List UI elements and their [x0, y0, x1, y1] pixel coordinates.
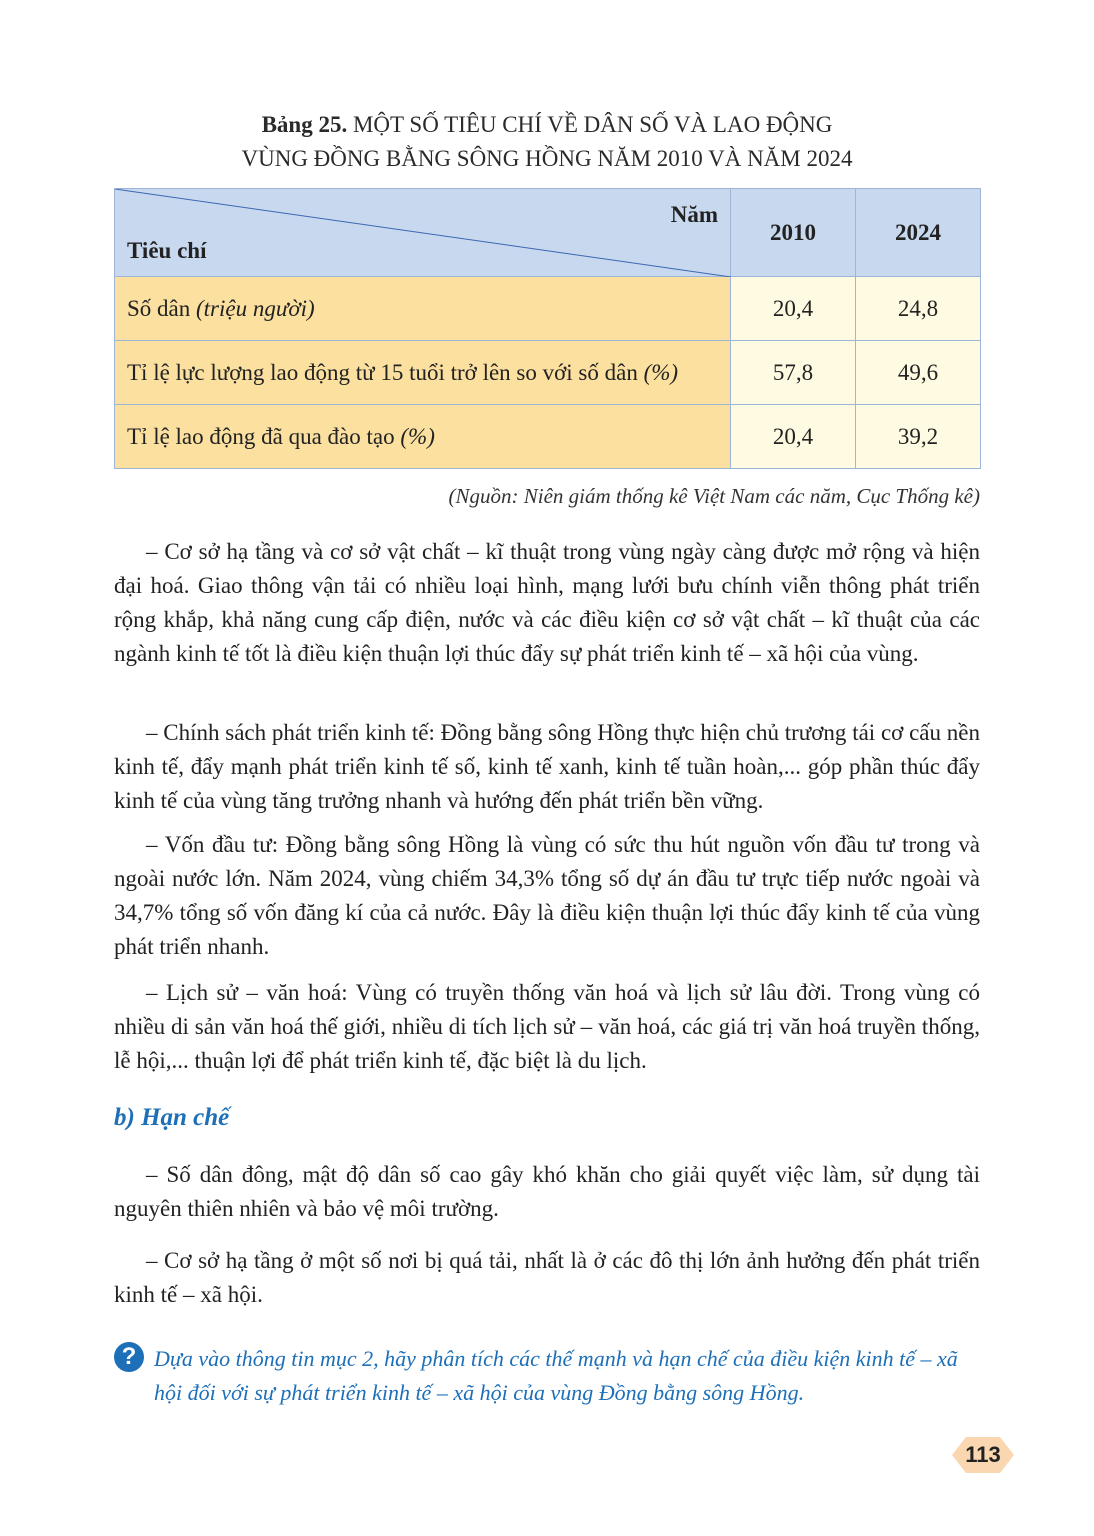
caption-title-1: MỘT SỐ TIÊU CHÍ VỀ DÂN SỐ VÀ LAO ĐỘNG [352, 112, 833, 137]
criteria-label: Tỉ lệ lực lượng lao động từ 15 tuổi trở lên so với số dân [127, 359, 644, 385]
population-labor-table [114, 188, 981, 469]
year-header-2024: 2024 [856, 189, 981, 277]
page-number: 113 [965, 1442, 1001, 1467]
criteria-unit: (triệu người) [196, 295, 315, 321]
criteria-unit: (%) [643, 359, 679, 385]
question-icon: ? [114, 1342, 144, 1372]
value-cell: 39,2 [856, 405, 981, 469]
table-row [115, 405, 981, 469]
value-cell: 20,4 [731, 277, 856, 341]
table-row [115, 277, 981, 341]
criteria-unit: (%) [400, 423, 435, 449]
criteria-cell [115, 405, 731, 469]
value-cell: 57,8 [731, 341, 856, 405]
paragraph-history-culture: – Lịch sử – văn hoá: Vùng có truyền thống văn hoá và lịch sử lâu đời. Trong vùng có nhiều di sản văn hoá thế giới, nhiều di tích lịch sử – văn hoá, các giá trị văn hoá truyền thống, lễ hội,... thuận lợi để phát triển kinh tế, đặc biệt là du lịch. [114, 980, 980, 1073]
question-text: Dựa vào thông tin mục 2, hãy phân tích các thế mạnh và hạn chế của điều kiện kinh tế – xã hội đối với sự phát triển kinh tế – xã hội của vùng Đồng bằng sông Hồng. [154, 1346, 958, 1405]
criteria-label: Số dân [127, 295, 196, 321]
paragraph-limit-infrastructure: – Cơ sở hạ tầng ở một số nơi bị quá tải, nhất là ở các đô thị lớn ảnh hưởng đến phát triển kinh tế – xã hội. [114, 1248, 980, 1307]
table-row [115, 341, 981, 405]
paragraph-infrastructure: – Cơ sở hạ tầng và cơ sở vật chất – kĩ thuật trong vùng ngày càng được mở rộng và hiện đại hoá. Giao thông vận tải có nhiều loại hình, mạng lưới bưu chính viễn thông phát triển rộng khắp, khả năng cung cấp điện, nước và các điều kiện cơ sở vật chất – kĩ thuật của các ngành kinh tế tốt là điều kiện thuận lợi thúc đẩy sự phát triển kinh tế – xã hội của vùng. [114, 539, 980, 666]
value-cell: 49,6 [856, 341, 981, 405]
page-number-badge [952, 1437, 1014, 1473]
corner-criteria-label: Tiêu chí [127, 238, 207, 263]
criteria-cell [115, 277, 731, 341]
table-source: (Nguồn: Niên giám thống kê Việt Nam các năm, Cục Thống kê) [448, 484, 980, 508]
paragraph-investment: – Vốn đầu tư: Đồng bằng sông Hồng là vùng có sức thu hút nguồn vốn đầu tư trong và ngoài nước lớn. Năm 2024, vùng chiếm 34,3% tổng số dự án đầu tư trực tiếp nước ngoài và 34,7% tổng số vốn đăng kí của cả nước. Đây là điều kiện thuận lợi thúc đẩy kinh tế của vùng phát triển nhanh. [114, 832, 980, 959]
criteria-cell [115, 341, 731, 405]
corner-year-label: Năm [670, 202, 718, 227]
corner-diagonal-line [115, 189, 731, 277]
value-cell: 24,8 [856, 277, 981, 341]
section-title-limitations: b) Hạn chế [114, 1104, 230, 1131]
paragraph-policy: – Chính sách phát triển kinh tế: Đồng bằng sông Hồng thực hiện chủ trương tái cơ cấu nền kinh tế, đẩy mạnh phát triển kinh tế số, kinh tế xanh, kinh tế tuần hoàn,... góp phần thúc đẩy kinh tế của vùng tăng trưởng nhanh và hướng đến phát triển bền vững. [114, 720, 980, 813]
value-cell: 20,4 [731, 405, 856, 469]
year-header-2010: 2010 [731, 189, 856, 277]
paragraph-limit-population: – Số dân đông, mật độ dân số cao gây khó khăn cho giải quyết việc làm, sử dụng tài nguyên thiên nhiên và bảo vệ môi trường. [114, 1162, 980, 1221]
table-corner-cell [115, 189, 731, 277]
question-box [114, 1342, 980, 1410]
criteria-label: Tỉ lệ lao động đã qua đào tạo [127, 423, 401, 449]
table-caption [114, 108, 980, 176]
caption-label: Bảng 25. [261, 112, 348, 137]
table-header-row [115, 189, 981, 277]
caption-line-1 [114, 108, 980, 142]
caption-title-2: VÙNG ĐỒNG BẰNG SÔNG HỒNG NĂM 2010 VÀ NĂM 2024 [241, 146, 853, 171]
